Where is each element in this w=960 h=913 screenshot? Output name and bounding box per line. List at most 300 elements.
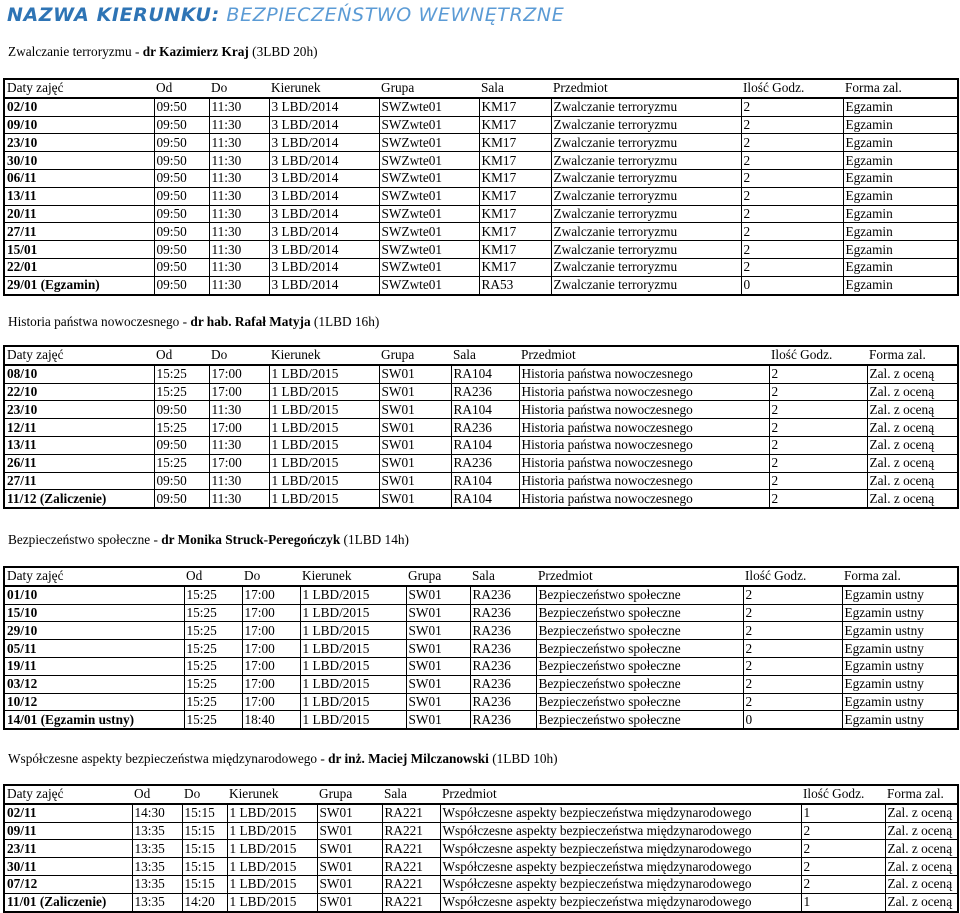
table-cell: 09:50 [154,276,209,294]
table-cell: 11:30 [209,436,269,454]
table-header-row [4,346,958,365]
table-cell: Zal. z oceną [867,419,958,437]
section-lecturer: dr inż. Maciej Milczanowski [328,751,489,766]
table-cell: SW01 [379,401,451,419]
table-cell: 2 [743,640,842,658]
section-course-name: Bezpieczeństwo społeczne - [8,532,162,547]
table-cell: RA236 [470,604,536,622]
table-row [4,693,958,711]
table-row [4,436,958,454]
table-cell: Egzamin ustny [842,640,958,658]
table-cell: Egzamin [843,241,958,259]
table-cell: SW01 [317,804,382,822]
table-cell: 17:00 [242,693,300,711]
table-cell: RA236 [470,693,536,711]
table-row [4,116,958,134]
table-cell: 1 LBD/2015 [227,893,317,911]
table-cell: 3 LBD/2014 [269,134,379,152]
table-cell: 15:25 [184,622,242,640]
table-cell: 09:50 [154,98,209,116]
table-cell: SW01 [406,586,470,604]
table-cell: SW01 [379,419,451,437]
table-cell: Egzamin ustny [842,675,958,693]
date-cell: 29/01 (Egzamin) [4,276,154,294]
table-cell: 15:15 [182,822,227,840]
table-cell: KM17 [479,241,551,259]
table-cell: 1 LBD/2015 [269,454,379,472]
table-row [4,152,958,170]
date-cell: 02/11 [4,804,132,822]
table-cell: 11:30 [209,241,269,259]
table-row [4,205,958,223]
table-cell: 15:25 [184,586,242,604]
table-cell: 3 LBD/2014 [269,205,379,223]
table-cell: Egzamin [843,116,958,134]
column-header: Ilość Godz. [769,346,867,365]
table-cell: 14:30 [132,804,182,822]
date-cell: 06/11 [4,169,154,187]
table-row [4,622,958,640]
table-cell: Bezpieczeństwo społeczne [536,604,743,622]
table-cell: Współczesne aspekty bezpieczeństwa międzynarodowego [440,840,801,858]
table-cell: 09:50 [154,472,209,490]
table-row [4,187,958,205]
table-cell: Zal. z oceną [867,401,958,419]
table-cell: 17:00 [242,604,300,622]
table-cell: Zal. z oceną [867,383,958,401]
table-row [4,586,958,604]
table-cell: Zwalczanie terroryzmu [551,169,741,187]
table-cell: 2 [801,858,885,876]
table-cell: 15:15 [182,840,227,858]
table-cell: 17:00 [242,675,300,693]
table-cell: 3 LBD/2014 [269,187,379,205]
table-cell: 2 [743,693,842,711]
table-cell: 15:25 [184,693,242,711]
table-cell: Bezpieczeństwo społeczne [536,657,743,675]
table-cell: Egzamin [843,276,958,294]
table-row [4,258,958,276]
table-cell: KM17 [479,223,551,241]
date-cell: 30/10 [4,152,154,170]
table-cell: 17:00 [242,640,300,658]
date-cell: 08/10 [4,365,154,383]
table-cell: 13:35 [132,858,182,876]
table-cell: RA236 [451,454,519,472]
table-cell: 1 LBD/2015 [300,675,406,693]
table-cell: KM17 [479,169,551,187]
table-cell: 1 LBD/2015 [227,858,317,876]
table-cell: 11:30 [209,258,269,276]
table-cell: SWZwte01 [379,187,479,205]
table-cell: 2 [801,822,885,840]
table-cell: Zal. z oceną [885,875,958,893]
table-cell: 2 [743,586,842,604]
table-cell: Egzamin [843,223,958,241]
table-cell: 1 LBD/2015 [300,640,406,658]
table-cell: RA221 [382,840,440,858]
table-cell: 1 LBD/2015 [227,804,317,822]
table-cell: 11:30 [209,134,269,152]
column-header: Do [209,79,269,98]
table-cell: 1 LBD/2015 [269,472,379,490]
table-cell: Zal. z oceną [885,822,958,840]
table-cell: 11:30 [209,169,269,187]
date-cell: 02/10 [4,98,154,116]
column-header: Ilość Godz. [741,79,843,98]
table-cell: 3 LBD/2014 [269,169,379,187]
table-cell: Egzamin ustny [842,711,958,729]
table-cell: 15:15 [182,875,227,893]
table-cell: RA221 [382,875,440,893]
table-cell: Bezpieczeństwo społeczne [536,675,743,693]
table-cell: Zal. z oceną [867,490,958,508]
table-cell: SWZwte01 [379,98,479,116]
table-cell: 11:30 [209,401,269,419]
table-cell: 3 LBD/2014 [269,258,379,276]
table-cell: RA104 [451,490,519,508]
table-row [4,472,958,490]
table-cell: 1 LBD/2015 [227,875,317,893]
table-cell: 2 [769,436,867,454]
date-cell: 23/11 [4,840,132,858]
table-cell: 09:50 [154,152,209,170]
date-cell: 26/11 [4,454,154,472]
date-cell: 13/11 [4,187,154,205]
date-cell: 22/10 [4,383,154,401]
table-cell: Historia państwa nowoczesnego [519,472,769,490]
table-cell: SW01 [406,693,470,711]
section-hours: (3LBD 20h) [248,44,318,59]
date-cell: 23/10 [4,401,154,419]
table-cell: 1 LBD/2015 [227,840,317,858]
table-cell: 15:15 [182,804,227,822]
table-cell: Współczesne aspekty bezpieczeństwa międzynarodowego [440,858,801,876]
column-header: Przedmiot [551,79,741,98]
table-cell: 2 [743,675,842,693]
table-cell: 3 LBD/2014 [269,276,379,294]
table-cell: 1 [801,893,885,911]
table-cell: Współczesne aspekty bezpieczeństwa międzynarodowego [440,875,801,893]
table-cell: 09:50 [154,241,209,259]
table-cell: 17:00 [209,419,269,437]
table-cell: Historia państwa nowoczesnego [519,490,769,508]
table-cell: Egzamin ustny [842,622,958,640]
table-cell: RA236 [470,675,536,693]
table-cell: 11:30 [209,276,269,294]
section-hours: (1LBD 10h) [488,751,558,766]
table-cell: SW01 [406,675,470,693]
table-cell: 2 [741,258,843,276]
table-cell: Bezpieczeństwo społeczne [536,693,743,711]
table-cell: 3 LBD/2014 [269,152,379,170]
section-heading [8,44,318,60]
table-cell: 13:35 [132,875,182,893]
title-colon: : [211,4,220,26]
title-sub: BEZPIECZEŃSTWO WEWNĘTRZNE [219,4,565,26]
table-cell: 11:30 [209,205,269,223]
table-cell: 15:25 [184,657,242,675]
table-cell: 15:15 [182,858,227,876]
column-header: Przedmiot [536,567,743,586]
table-cell: 1 LBD/2015 [300,711,406,729]
date-cell: 20/11 [4,205,154,223]
table-row [4,241,958,259]
table-cell: SWZwte01 [379,152,479,170]
section-course-name: Współczesne aspekty bezpieczeństwa międzynarodowego - [8,751,329,766]
table-cell: KM17 [479,205,551,223]
date-cell: 13/11 [4,436,154,454]
table-cell: 13:35 [132,893,182,911]
table-cell: SW01 [406,604,470,622]
table-cell: Zal. z oceną [867,365,958,383]
column-header: Od [154,79,209,98]
table-cell: 2 [741,205,843,223]
date-cell: 23/10 [4,134,154,152]
table-cell: Współczesne aspekty bezpieczeństwa międzynarodowego [440,893,801,911]
table-cell: SW01 [406,711,470,729]
date-cell: 15/01 [4,241,154,259]
table-cell: KM17 [479,152,551,170]
table-cell: 2 [741,134,843,152]
table-cell: RA221 [382,858,440,876]
table-cell: Zwalczanie terroryzmu [551,134,741,152]
column-header: Sala [479,79,551,98]
table-cell: Egzamin [843,152,958,170]
table-row [4,223,958,241]
table-cell: 11:30 [209,223,269,241]
table-cell: SWZwte01 [379,258,479,276]
section-lecturer: dr Kazimierz Kraj [142,44,249,59]
table-cell: 09:50 [154,205,209,223]
table-row [4,401,958,419]
table-cell: 11:30 [209,472,269,490]
table-cell: 2 [769,401,867,419]
table-cell: 11:30 [209,152,269,170]
date-cell: 14/01 (Egzamin ustny) [4,711,184,729]
table-cell: 09:50 [154,258,209,276]
column-header: Grupa [317,785,382,804]
table-cell: 2 [743,657,842,675]
date-cell: 10/12 [4,693,184,711]
column-header: Forma zal. [867,346,958,365]
column-header: Daty zajęć [4,346,154,365]
date-cell: 03/12 [4,675,184,693]
table-cell: RA221 [382,804,440,822]
date-cell: 11/12 (Zaliczenie) [4,490,154,508]
column-header: Kierunek [269,79,379,98]
table-row [4,604,958,622]
column-header: Daty zajęć [4,785,132,804]
column-header: Grupa [379,346,451,365]
table-cell: 15:25 [184,604,242,622]
table-cell: 0 [743,711,842,729]
table-cell: SW01 [317,875,382,893]
table-cell: SW01 [406,640,470,658]
column-header: Kierunek [227,785,317,804]
table-cell: SWZwte01 [379,116,479,134]
table-cell: Historia państwa nowoczesnego [519,401,769,419]
table-cell: SWZwte01 [379,241,479,259]
table-cell: KM17 [479,134,551,152]
table-cell: 2 [741,152,843,170]
table-cell: SW01 [379,454,451,472]
table-cell: SW01 [379,436,451,454]
table-cell: 15:25 [184,675,242,693]
table-row [4,804,958,822]
column-header: Grupa [406,567,470,586]
table-cell: 11:30 [209,187,269,205]
table-cell: 2 [743,622,842,640]
table-cell: Egzamin [843,258,958,276]
table-cell: Zal. z oceną [867,472,958,490]
table-cell: SW01 [379,383,451,401]
table-cell: RA104 [451,401,519,419]
date-cell: 09/10 [4,116,154,134]
table-cell: Egzamin ustny [842,657,958,675]
section-heading [8,314,379,330]
table-cell: 2 [741,241,843,259]
table-cell: 2 [743,604,842,622]
table-cell: 1 LBD/2015 [300,693,406,711]
schedule-table [3,345,959,509]
date-cell: 29/10 [4,622,184,640]
table-cell: 15:25 [184,640,242,658]
table-row [4,454,958,472]
table-cell: Egzamin [843,187,958,205]
table-cell: 2 [801,875,885,893]
table-cell: 09:50 [154,187,209,205]
table-cell: 1 LBD/2015 [269,419,379,437]
table-cell: 1 LBD/2015 [269,401,379,419]
table-cell: SW01 [317,822,382,840]
table-cell: 09:50 [154,490,209,508]
table-cell: 2 [769,383,867,401]
column-header: Forma zal. [885,785,958,804]
table-cell: Egzamin [843,205,958,223]
table-cell: 2 [741,116,843,134]
section-lecturer: dr hab. Rafał Matyja [190,314,311,329]
table-cell: 3 LBD/2014 [269,241,379,259]
table-row [4,383,958,401]
table-cell: RA104 [451,472,519,490]
table-cell: Egzamin [843,134,958,152]
date-cell: 11/01 (Zaliczenie) [4,893,132,911]
table-cell: SW01 [317,858,382,876]
table-cell: Zal. z oceną [885,804,958,822]
table-row [4,822,958,840]
table-cell: 1 LBD/2015 [269,383,379,401]
table-row [4,858,958,876]
table-cell: 2 [741,98,843,116]
column-header: Do [209,346,269,365]
table-cell: 1 [801,804,885,822]
table-row [4,875,958,893]
table-cell: 17:00 [209,454,269,472]
table-cell: Zwalczanie terroryzmu [551,276,741,294]
table-row [4,893,958,911]
title-main: NAZWA KIERUNKU [7,4,212,26]
date-cell: 09/11 [4,822,132,840]
table-cell: 09:50 [154,223,209,241]
table-cell: RA236 [470,586,536,604]
table-cell: Bezpieczeństwo społeczne [536,711,743,729]
table-cell: 15:25 [184,711,242,729]
schedule-table [3,566,959,730]
section-heading [8,532,409,548]
table-cell: 2 [769,365,867,383]
date-cell: 19/11 [4,657,184,675]
table-cell: SW01 [317,840,382,858]
table-cell: 17:00 [242,622,300,640]
table-cell: 17:00 [209,383,269,401]
column-header: Sala [451,346,519,365]
column-header: Sala [382,785,440,804]
table-cell: Bezpieczeństwo społeczne [536,622,743,640]
table-cell: Współczesne aspekty bezpieczeństwa międzynarodowego [440,804,801,822]
table-cell: SW01 [317,893,382,911]
table-cell: 15:25 [154,419,209,437]
column-header: Forma zal. [843,79,958,98]
table-cell: 3 LBD/2014 [269,223,379,241]
table-cell: 1 LBD/2015 [300,586,406,604]
table-cell: KM17 [479,187,551,205]
table-cell: 17:00 [242,586,300,604]
table-cell: 13:35 [132,822,182,840]
table-row [4,840,958,858]
column-header: Przedmiot [519,346,769,365]
table-cell: RA104 [451,436,519,454]
table-cell: 09:50 [154,116,209,134]
table-row [4,657,958,675]
column-header: Od [154,346,209,365]
table-cell: Zal. z oceną [867,436,958,454]
table-cell: 09:50 [154,401,209,419]
section-hours: (1LBD 16h) [310,314,380,329]
table-cell: 14:20 [182,893,227,911]
table-cell: Współczesne aspekty bezpieczeństwa międzynarodowego [440,822,801,840]
table-cell: 1 LBD/2015 [269,490,379,508]
table-row [4,419,958,437]
table-cell: Egzamin ustny [842,693,958,711]
page-title [7,4,564,26]
table-cell: 1 LBD/2015 [269,436,379,454]
section-heading [8,751,558,767]
column-header: Do [182,785,227,804]
column-header: Daty zajęć [4,79,154,98]
table-cell: 15:25 [154,383,209,401]
column-header: Przedmiot [440,785,801,804]
table-cell: SW01 [379,472,451,490]
table-cell: 2 [769,472,867,490]
column-header: Od [132,785,182,804]
table-cell: Zwalczanie terroryzmu [551,241,741,259]
schedule-table [3,784,959,913]
table-row [4,675,958,693]
table-cell: 15:25 [154,365,209,383]
table-cell: RA236 [470,640,536,658]
table-cell: Zwalczanie terroryzmu [551,152,741,170]
date-cell: 27/11 [4,472,154,490]
table-cell: Historia państwa nowoczesnego [519,436,769,454]
column-header: Ilość Godz. [743,567,842,586]
table-row [4,98,958,116]
table-header-row [4,79,958,98]
table-cell: Zwalczanie terroryzmu [551,223,741,241]
table-cell: 1 LBD/2015 [227,822,317,840]
date-cell: 12/11 [4,419,154,437]
table-row [4,640,958,658]
